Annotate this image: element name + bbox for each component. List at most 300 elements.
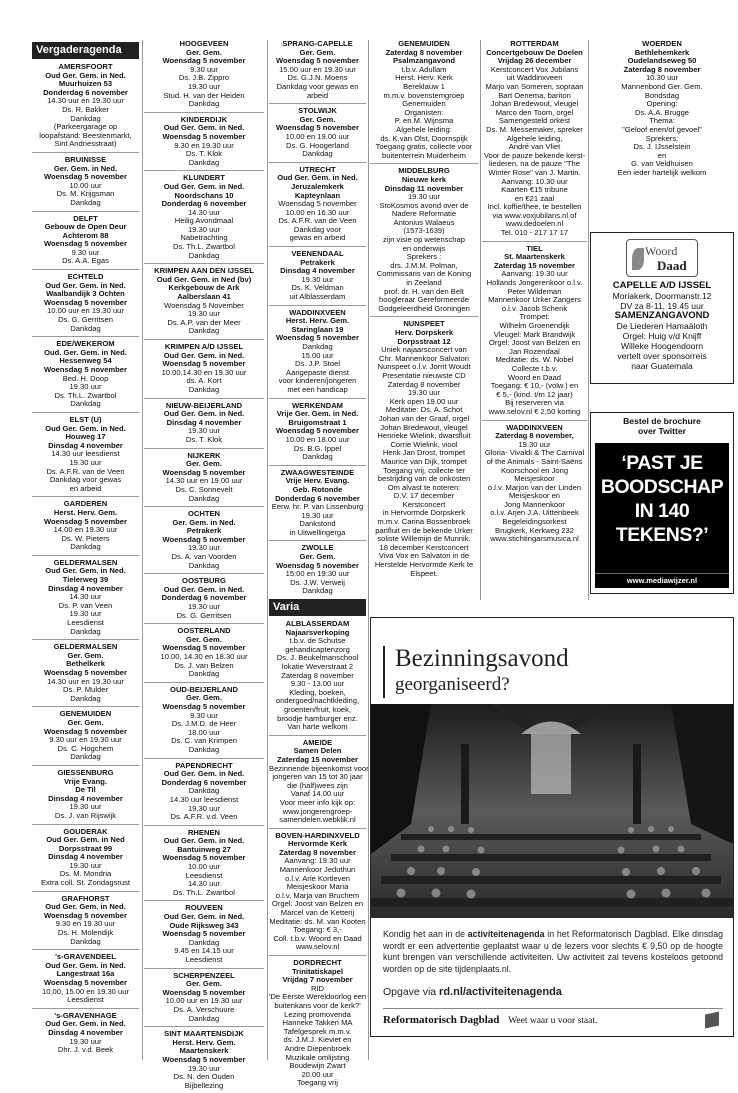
- entry-line: Donderdag 6 november: [43, 87, 128, 97]
- entry-divider: [144, 398, 264, 399]
- entry-line: Corrie Wielink, viool: [390, 439, 458, 449]
- entry-line: www.jongerengroep-: [282, 806, 353, 816]
- entry-line: buitenkans voor de kerk?': [274, 1000, 361, 1010]
- entry-line: Algehele leiding,: [506, 133, 563, 143]
- entry-line: Ds. T. Klok: [185, 149, 223, 159]
- entry-line: 19.30 uur: [187, 1063, 221, 1073]
- bezinning-body-text: Kondig het aan in de activiteitenagenda in het Reformatorisch Dagblad. Elke dinsdag wordt er een advertentie geplaatst waar u de lezers voor slechts € 9,50 op de hoogte kunt brengen van verschillende activiteiten. Uw activiteit zal tevens kosteloos getoond worden op de site tijdenplaats.nl.: [383, 929, 723, 974]
- entry-divider: [144, 1026, 264, 1027]
- agenda-entry: [370, 40, 478, 160]
- rd-brand: Reformatorisch Dagblad: [383, 1014, 500, 1026]
- entry-line: € 5,- (kind. t/m 12 jaar): [496, 389, 573, 399]
- entry-line: Presentatie nieuwste CD: [382, 370, 466, 380]
- entry-place: GRAFHORST: [61, 893, 110, 903]
- entry-place: 's-GRAVENDEEL: [55, 952, 116, 962]
- entry-line: Stud. H. van der Heiden: [163, 90, 245, 100]
- entry-place: WERKENDAM: [291, 400, 344, 410]
- entry-line: Oud Ger. Gem. in Ned.: [45, 902, 126, 912]
- entry-line: 19.30 uur: [187, 543, 221, 553]
- entry-line: 19.30 uur: [69, 457, 102, 467]
- twitter-ad-slogan: ‘PAST JE BOODSCHAP IN 140 TEKENS?’: [595, 443, 729, 573]
- entry-line: Dinsdag 4 november: [48, 1027, 123, 1037]
- entry-line: St. Maartenskerk: [504, 252, 565, 262]
- entry-line: Ds. G. Gerritsen: [58, 315, 113, 325]
- entry-line: Johan Bredewout, vleugel: [490, 99, 579, 109]
- agenda-entry: [144, 972, 264, 1024]
- entry-divider: [370, 163, 478, 164]
- entry-line: Collecte t.b.v.: [511, 363, 558, 373]
- entry-line: 19.30 uur: [187, 309, 221, 319]
- column-entries: [269, 619, 369, 1088]
- agenda-entry: [32, 340, 139, 409]
- entry-line: 10.00 en 19.00 uur: [285, 131, 350, 141]
- entry-line: Woensdag 5 november: [276, 56, 359, 66]
- entry-line: 19.30 uur: [301, 274, 334, 284]
- entry-line: en: [657, 150, 667, 160]
- agenda-entry: [144, 904, 264, 964]
- entry-divider: [269, 305, 366, 306]
- entry-line: ds. K.van Olst, Doornspijk: [380, 133, 468, 143]
- entry-place: NIEUW-BEIJERLAND: [165, 400, 243, 410]
- entry-divider: [144, 506, 264, 507]
- agenda-entry: [269, 309, 366, 395]
- entry-line: Algehele leiding:: [396, 124, 452, 134]
- entry-line: Dinsdag 4 november: [48, 440, 123, 450]
- entry-divider: [269, 828, 366, 829]
- agenda-entry: [32, 828, 139, 888]
- agenda-entry: [482, 40, 587, 238]
- entry-line: 14.30 uur leesdienst: [51, 449, 120, 459]
- entry-line: 10.00,14.30 en 19.30 uur: [161, 367, 247, 377]
- entry-line: voor kinderen/jongeren: [278, 376, 357, 386]
- entry-line: Dankstond: [299, 519, 336, 529]
- entry-line: o.l.v. Marjon van der Linden: [487, 482, 582, 492]
- entry-line: Ds. N. den Ouden: [173, 1072, 235, 1082]
- entry-line: Oudelandseweg 50: [627, 56, 697, 66]
- entry-line: Woensdag 5 november: [162, 359, 246, 369]
- entry-line: Oud Ger. Gem. in Ned.: [45, 423, 126, 433]
- entry-line: Hanneke Takken MA: [282, 1018, 353, 1028]
- entry-line: 10.00 en 16.30 uur: [285, 207, 350, 217]
- entry-line: Toegang vrij, collecte ter: [383, 465, 465, 475]
- agenda-entry: [144, 402, 264, 445]
- entry-line: Woensdag 5 november: [162, 701, 246, 711]
- agenda-entry: [144, 40, 264, 109]
- entry-line: in Uitwellingerga: [289, 527, 346, 537]
- entry-place: PAPENDRECHT: [175, 760, 233, 770]
- entry-line: broodje hamburger enz.: [277, 713, 358, 723]
- entry-line: Dorpsstraat 99: [58, 843, 113, 853]
- entry-line: 10.00 uur en 19.30 uur: [47, 306, 124, 316]
- entry-line: panfluit en de bekende Urker: [375, 525, 473, 535]
- entry-place: DORDRECHT: [293, 958, 342, 967]
- entry-line: gehandicaptenzorg: [285, 644, 350, 654]
- entry-line: Woensdag 5 november: [162, 467, 246, 477]
- entry-line: Woensdag 5 november: [276, 123, 359, 133]
- entry-line: uit Alblasserdam: [289, 292, 346, 302]
- agenda-entry: [370, 167, 478, 313]
- entry-line: Ds. A.F.R. van de Veen: [278, 216, 357, 226]
- entry-divider: [144, 263, 264, 264]
- entry-line: groenten/fruit, koek,: [283, 704, 352, 714]
- agenda-entry: [482, 245, 587, 417]
- entry-line: liederen, na de pauze "The: [489, 159, 580, 169]
- entry-line: zijn visie op wetenschap: [383, 235, 465, 245]
- agenda-entry: [32, 63, 139, 149]
- entry-line: Kapteynlaan: [294, 190, 341, 200]
- entry-line: Staringlaan 19: [291, 324, 344, 334]
- entry-line: ds. A. Kort: [186, 376, 222, 386]
- entry-line: Meisjeskoor Maria: [286, 882, 349, 892]
- entry-place: GELDERMALSEN: [53, 642, 118, 652]
- entry-line: 10.30 uur: [645, 73, 679, 83]
- entry-line: Dankdag: [188, 744, 220, 754]
- entry-line: Meditatie: ds. W. Nobel: [495, 355, 574, 365]
- entry-line: Aanvang: 19.30 uur: [501, 269, 568, 279]
- entry-line: 19.30 uur: [69, 802, 102, 812]
- entry-line: lokatie Weverstraat 2: [281, 662, 354, 671]
- entry-place: SINT MAARTENSDIJK: [164, 1029, 244, 1039]
- agenda-column-6: [590, 40, 734, 230]
- entry-line: Hollands Jongerenkoor o.l.v.: [486, 278, 583, 288]
- entry-line: Ds. H. Molendijk: [57, 928, 114, 938]
- entry-line: Maartenskerk: [179, 1046, 229, 1056]
- entry-line: Ger. Gem.: [299, 552, 336, 562]
- entry-line: Ds. B.G. Ippel: [293, 443, 342, 453]
- entry-place: OCHTEN: [187, 509, 221, 519]
- entry-line: Vrijdag 26 december: [497, 56, 572, 66]
- entry-place: BOVEN-HARDINXVELD: [275, 830, 360, 840]
- entry-line: Petrakerk: [300, 257, 335, 267]
- entry-line: Kerstconcert: [402, 499, 446, 509]
- entry-line: Elspeet.: [410, 568, 438, 578]
- entry-line: t.b.v. Adullam: [401, 64, 447, 74]
- entry-line: 19.30 uur: [187, 602, 221, 612]
- entry-place: WADDINXVEEN: [289, 307, 346, 317]
- entry-line: Een ieder hartelijk welkom: [617, 167, 707, 177]
- entry-line: Woensdag 5 november: [278, 199, 357, 209]
- entry-place: NIJKERK: [187, 450, 221, 460]
- entry-line: Ds. M. Mondria: [59, 869, 112, 879]
- entry-line: Waalbandijk 3 Ochten: [46, 289, 125, 299]
- entry-line: Concertgebouw De Doelen: [486, 47, 583, 57]
- entry-line: Henk Jan Drost, trompet: [382, 448, 466, 458]
- entry-line: Oud Ger. Gem. in Ned.: [45, 960, 126, 970]
- entry-line: Zaterdag 15 november: [276, 754, 359, 764]
- entry-line: Dankdag: [188, 99, 220, 109]
- agenda-entry: [482, 424, 587, 544]
- entry-line: loopafstand: Beestenmarkt,: [39, 130, 132, 140]
- entry-line: Kaarten €15 tribune: [501, 185, 568, 195]
- woord-en-daad-text: CAPELLE A/D IJSSEL Moriakerk, Doormanstr.12 DV za 8-11, 19.45 uur SAMENZANGAVOND De Liederen Hamaäloth Orgel: Huig v/d Knijff Willeke Hoogendoorn vertelt over sponsorreis naar Guatemala: [612, 280, 712, 371]
- entry-place: WADDINXVEEN: [506, 422, 563, 432]
- agenda-entry: [269, 402, 366, 462]
- agenda-entry: [144, 267, 264, 336]
- entry-line: Psalmzangavond: [392, 56, 456, 66]
- entry-line: Dankdag: [70, 752, 101, 762]
- entry-place: OOSTBURG: [182, 576, 226, 586]
- agenda-entry: [32, 769, 139, 821]
- entry-line: 10.00 uur: [69, 180, 102, 190]
- entry-place: VEENENDAAL: [291, 249, 344, 259]
- entry-divider: [482, 420, 587, 421]
- entry-line: Bruigomstraat 1: [288, 417, 347, 427]
- entry-line: Bed. H. Doop: [62, 373, 109, 383]
- entry-line: Woensdag 5 november: [162, 56, 246, 66]
- entry-line: Ds. J.M.D. de Heer: [171, 719, 237, 729]
- entry-line: StoKosmos avond over de: [379, 200, 469, 210]
- entry-line: Dankdag: [188, 560, 220, 570]
- entry-line: Dinsdag 4 november: [280, 266, 355, 276]
- entry-line: Houweg 17: [65, 432, 106, 442]
- entry-place: GENEMUIDEN: [398, 39, 450, 48]
- column-entries: [370, 40, 478, 578]
- rd-slogan: Weet waar u voor staat.: [508, 1016, 598, 1026]
- entry-line: Dankdag voor: [293, 224, 342, 234]
- entry-place: GENEMUIDEN: [59, 709, 112, 719]
- entry-line: Ger. Gem.: [186, 693, 222, 703]
- entry-line: Ds. A.F.R. v.d. Veen: [170, 812, 238, 822]
- agenda-entry: [269, 166, 366, 243]
- entry-line: Oud. Ger. Gem. in Ned.: [44, 347, 127, 357]
- entry-place: DELFT: [73, 213, 98, 223]
- entry-divider: [370, 316, 478, 317]
- entry-line: RID: [310, 983, 325, 993]
- entry-line: Toegang: € 3,-: [293, 925, 342, 935]
- entry-place: GARDEREN: [63, 499, 108, 509]
- entry-line: Antonius Walaeus: [393, 217, 455, 227]
- entry-line: 14.30 uur en 19.30 uur: [47, 676, 124, 686]
- entry-place: KLUNDERT: [183, 173, 225, 183]
- entry-line: Genemuiden: [402, 99, 446, 109]
- entry-divider: [32, 152, 139, 153]
- entry-line: Woensdag 5 November: [164, 300, 244, 310]
- entry-place: KINDERDIJK: [180, 114, 228, 124]
- entry-line: 9.30 en 19.30 uur: [174, 140, 234, 150]
- entry-line: Vrije Ger. Gem. in Ned.: [276, 409, 359, 419]
- entry-line: Donderdag 6 november: [161, 199, 247, 209]
- entry-line: Ds. T. Klok: [185, 434, 223, 444]
- entry-line: Zaterdag 8 november: [387, 379, 461, 389]
- entry-line: Toegang: € 10,- (volw.) en: [490, 381, 579, 391]
- entry-line: Johan Bredewout, vleugel: [380, 422, 468, 432]
- entry-line: Kleding, boeken,: [289, 687, 346, 697]
- agenda-entry: [144, 762, 264, 822]
- entry-divider: [144, 900, 264, 901]
- entry-line: in Zeeland: [406, 278, 442, 288]
- entry-line: Woensdag 5 november: [44, 978, 127, 987]
- agenda-entry: [32, 643, 139, 703]
- entry-line: Oud Ger. Gem. in Ned.: [163, 181, 245, 191]
- entry-line: Voor meer info kijk op:: [279, 797, 356, 807]
- entry-line: Aangepaste dienst: [286, 367, 349, 377]
- entry-line: soliste Willemijn de Munnik.: [377, 534, 471, 544]
- entry-place: ECHTELD: [67, 272, 104, 282]
- entry-line: Begeleidingsorkest: [502, 517, 567, 527]
- entry-line: 15.00 uur en 19.30 uur: [279, 64, 356, 74]
- column-entries: [32, 63, 139, 1055]
- entry-line: 20.00 uur: [301, 1069, 334, 1079]
- entry-line: arbeid: [306, 90, 329, 100]
- entry-line: Oud Ger. Gem. in Ned.: [163, 584, 245, 594]
- entry-line: Marco den Toom, orgel: [495, 107, 574, 117]
- entry-line: Herst. Herv. Gem.: [53, 507, 118, 517]
- agenda-entry: [32, 559, 139, 636]
- entry-line: 19.30 uur: [187, 81, 221, 91]
- entry-place: HOOGEVEEN: [179, 39, 229, 48]
- entry-line: Oud Ger. Gem. in Ned.: [163, 409, 245, 419]
- entry-line: Dankdag: [70, 626, 101, 636]
- entry-line: ondergoed/nachtkleding,: [275, 696, 360, 706]
- entry-line: Ds. J.W. Verweij: [290, 577, 345, 587]
- entry-line: Toegang vrij: [297, 1078, 338, 1088]
- entry-line: Henrieke Wielink, dwarsfluit: [377, 431, 471, 441]
- entry-line: 14.30 uur: [187, 879, 221, 889]
- agenda-entry: [144, 174, 264, 260]
- entry-line: Vleugel: Mark Brandwijk: [493, 329, 576, 339]
- agenda-entry: [370, 320, 478, 578]
- entry-divider: [269, 246, 366, 247]
- entry-line: Vrije Herv. Evang.: [285, 476, 350, 486]
- entry-line: en onderwijs: [402, 243, 446, 253]
- entry-line: Dankdag: [188, 1013, 220, 1023]
- entry-place: ALBLASSERDAM: [285, 619, 350, 629]
- agenda-column-4: [370, 40, 478, 610]
- entry-line: Woensdag 5 november: [44, 297, 127, 307]
- agenda-entry: [144, 452, 264, 504]
- column-entries: [482, 40, 587, 544]
- entry-place: NUNSPEET: [403, 319, 445, 329]
- entry-line: 9.30 uur: [190, 64, 218, 74]
- entry-line: uit Waddinxveen: [506, 73, 563, 83]
- entry-line: Maurice van Dijk, trompet: [380, 456, 468, 466]
- entry-line: Nadere Reformatie: [391, 209, 457, 219]
- entry-line: Ger. Gem.: [186, 634, 222, 644]
- entry-line: Dankdag: [188, 669, 220, 679]
- entry-line: Oud Ger. Gem. in Ned.: [163, 350, 245, 360]
- entry-line: Woensdag 5 november: [44, 726, 127, 736]
- entry-line: Dankdag: [70, 113, 101, 123]
- entry-line: Nabetrachting: [180, 233, 228, 243]
- entry-line: Herv. Dorpskerk: [394, 328, 454, 337]
- entry-place: EDE/WEKEROM: [56, 339, 115, 349]
- entry-line: 9.30 - 13.00 uur: [290, 679, 345, 689]
- entry-place: ROUVEEN: [185, 903, 223, 913]
- agenda-entry: [32, 895, 139, 947]
- entry-place: UTRECHT: [299, 164, 336, 174]
- agenda-entry: [144, 577, 264, 620]
- entry-divider: [32, 949, 139, 950]
- entry-line: Godgeleerdheid Groningen: [378, 303, 470, 313]
- entry-line: Dankdag: [70, 197, 101, 207]
- entry-line: Woensdag 5 november: [276, 426, 359, 436]
- entry-line: Ds. J. Beukelmanschool: [276, 653, 359, 663]
- activiteitenagenda-link[interactable]: rd.nl/activiteitenagenda: [439, 986, 562, 998]
- entry-line: of the Animals - Saint-Saëns: [486, 456, 583, 466]
- rd-logo-icon: [705, 1012, 719, 1029]
- entry-line: Ds. Th.L. Zwartbol: [173, 887, 235, 897]
- entry-line: Ds. Th.L. Zwartbol: [173, 242, 235, 252]
- entry-line: Ds. A.A. Brugge: [634, 107, 690, 117]
- entry-line: 14.00 en 19.30 uur: [53, 525, 118, 535]
- entry-line: 19.30 uur: [69, 382, 102, 392]
- entry-line: Mannenkoor Urker Zangers: [488, 295, 581, 305]
- entry-divider: [269, 103, 366, 104]
- entry-line: Andre Diepenbroek: [284, 1043, 351, 1053]
- entry-line: Winter Rose" van J. Martin.: [488, 167, 581, 177]
- entry-line: Extra coll. St. Zondagsrust: [40, 878, 131, 888]
- entry-line: Dankdag: [70, 323, 101, 333]
- entry-line: Woensdag 5 november: [276, 560, 359, 570]
- entry-line: Ds. J. van Rijswijk: [54, 810, 117, 820]
- entry-line: Woensdag 5 november: [44, 172, 127, 182]
- entry-line: Zaterdag 8 november,: [495, 431, 574, 441]
- entry-place: OUD-BEIJERLAND: [170, 684, 238, 694]
- entry-divider: [144, 682, 264, 683]
- entry-line: Lezing promovenda: [284, 1009, 351, 1019]
- entry-line: Ger. Gem.: [299, 114, 336, 124]
- entry-line: Dankdag voor gewas: [49, 475, 122, 485]
- entry-line: Organisten:: [404, 107, 444, 117]
- entry-line: Oud Ger. Gem. in Ned.: [45, 70, 126, 80]
- entry-line: Ger. Gem.: [299, 47, 336, 57]
- entry-line: Gebouw de Open Deur: [44, 222, 127, 232]
- entry-line: Meisjeskoor en: [508, 491, 561, 501]
- entry-line: Langestraat 16a: [56, 969, 115, 979]
- entry-line: buitenterrein Muiderheim: [382, 150, 466, 160]
- entry-line: Orgel: Joost van Belzen en: [488, 338, 581, 348]
- entry-line: Oud Ger. Gem. in Ned.: [45, 566, 126, 576]
- agenda-entry: [32, 273, 139, 333]
- entry-line: 9.30 uur: [190, 710, 218, 720]
- entry-divider: [269, 162, 366, 163]
- agenda-entry: [32, 416, 139, 493]
- entry-line: Aanvang: 19.30 uur: [284, 856, 351, 866]
- entry-line: Zaterdag 8 november: [279, 847, 356, 857]
- entry-line: Ds. J. van Belzen: [174, 660, 234, 670]
- entry-line: Zaterdag 15 november: [493, 260, 576, 270]
- entry-line: Dankdag: [188, 937, 220, 947]
- entry-line: (1573-1639): [403, 226, 445, 236]
- entry-line: Leesdienst: [185, 870, 223, 880]
- agenda-entry: [269, 469, 366, 538]
- entry-line: 19.30 uur: [407, 388, 441, 398]
- entry-line: Ds. A. van Voorden: [171, 552, 237, 562]
- woord-en-daad-logo: Woord Daad: [626, 239, 698, 277]
- entry-line: Vrije Evang.: [63, 776, 108, 786]
- entry-line: André van Vliet: [508, 142, 561, 152]
- entry-line: Samengesteld orkest: [498, 116, 571, 126]
- entry-line: Ds. A.A. Egas: [62, 256, 109, 266]
- entry-line: Marcel van de Ketterij: [280, 908, 355, 918]
- entry-line: 10.00, 15.00 en 19.30 uur: [42, 986, 129, 996]
- rd-footer: [383, 1008, 723, 1026]
- entry-place: TIEL: [526, 243, 543, 253]
- entry-line: G. van Veldhuisen: [631, 159, 693, 169]
- entry-line: en €21 zaal: [514, 193, 555, 203]
- entry-line: Kerkgebouw de Ark: [168, 283, 240, 293]
- agenda-entry: [32, 710, 139, 762]
- twitter-ad-url[interactable]: www.mediawijzer.nl: [595, 573, 729, 588]
- entry-line: Dankdag: [70, 693, 101, 703]
- entry-line: Bantuinweg 27: [177, 844, 231, 854]
- agenda-entry: [144, 686, 264, 755]
- agenda-entry: [144, 116, 264, 168]
- entry-line: hoogleraar Gereformeerde: [379, 295, 469, 305]
- entry-line: Dankdag: [188, 493, 220, 503]
- entry-line: "Geloof enen/of gevoel": [622, 124, 702, 134]
- entry-line: Herst. Herv. Gem.: [285, 316, 350, 326]
